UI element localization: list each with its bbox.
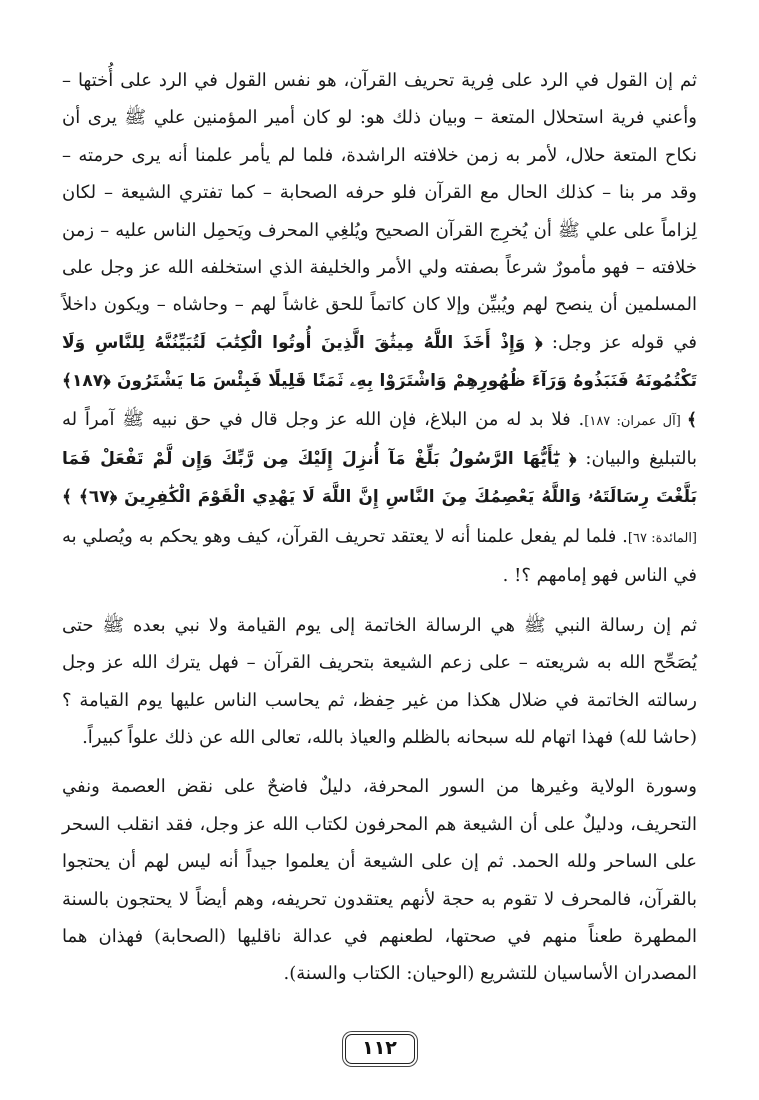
paragraph-gap bbox=[62, 756, 697, 768]
quran-verse-al-imran-187: ﴿ وَإِذْ أَخَذَ اللَّهُ مِيثَٰقَ الَّذِينَ أُوتُوا الْكِتَٰبَ لَتُبَيِّنُنَّهُ لِلنَّاسِ وَلَا تَكْتُمُونَهُ فَنَبَذُوهُ وَرَآءَ ظُهُورِهِمْ وَاشْتَرَوْا بِهِۦ ثَمَنًا قَلِيلًا فَبِئْسَ مَا يَشْتَرُونَ ﴿١٨٧﴾ ﴾ bbox=[62, 332, 697, 430]
paragraph-1-text-a: ثم إن القول في الرد على فِرية تحريف القرآن، هو نفس القول في الرد على أُختها – وأعني فرية استحلال المتعة – وبيان ذلك هو: لو كان أمير المؤمنين علي ﷺ يرى أن نكاح المتعة حلال، لأمر به زمن خلافته الراشدة، فلما لم يأمر علمنا أنه يرى حرمته – وقد مر بنا – كذلك الحال مع القرآن فلو حرفه الصحابة – كما تفتري الشيعة – لكان لِزاماً على علي ﷺ أن يُخرِج القرآن الصحيح ويُلغِي المحرف ويَحمِل الناس عليه – زمن خلافته – فهو مأمورٌ شرعاً بصفته ولي الأمر والخليفة الذي استخلفه الله عز وجل على المسلمين أن ينصح لهم ويُبيِّن وإلا كان كاتماً للحق غاشاً لهم – وحاشاه – ويكون داخلاً في قوله عز وجل: bbox=[62, 70, 697, 353]
paragraph-2: ثم إن رسالة النبي ﷺ هي الرسالة الخاتمة إلى يوم القيامة ولا نبي بعده ﷺ حتى يُصَحِّح الله به شريعته – على زعم الشيعة بتحريف القرآن – فهل يترك الله عز وجل رسالته الخاتمة في ضلال هكذا من غير حِفظ، ثم يحاسب الناس عليها يوم القيامة ؟ (حاشا لله) فهذا اتهام لله سبحانه بالظلم والعياذ بالله، تعالى الله عن ذلك علواً كبيراً. bbox=[62, 614, 697, 748]
page-footer bbox=[0, 1034, 759, 1064]
verse-reference-al-imran: [آل عمران: ١٨٧] bbox=[584, 413, 688, 429]
paragraph-gap bbox=[62, 595, 697, 607]
page-number-badge: ١١٢ bbox=[345, 1034, 415, 1064]
quran-verse-al-maidah-67: ﴿ يَٰٓأَيُّهَا الرَّسُولُ بَلِّغْ مَآ أُنزِلَ إِلَيْكَ مِن رَّبِّكَ وَإِن لَّمْ تَفْعَلْ فَمَا بَلَّغْتَ رِسَالَتَهُۥ وَاللَّهُ يَعْصِمُكَ مِنَ النَّاسِ إِنَّ اللَّهَ لَا يَهْدِي الْقَوْمَ الْكَٰفِرِينَ ﴿٦٧﴾ ﴾ bbox=[62, 449, 697, 508]
paragraph-1-text-c: . فلما لم يفعل علمنا أنه لا يعتقد تحريف القرآن، كيف وهو يحكم به ويُصلي به في الناس فهو إمامهم ؟! . bbox=[62, 525, 697, 587]
paragraph-1 bbox=[62, 62, 697, 595]
verse-reference-al-maidah: [المائدة: ٦٧] bbox=[627, 530, 697, 546]
page-body bbox=[62, 62, 697, 993]
paragraph-3: وسورة الولاية وغيرها من السور المحرفة، دليلٌ فاضحٌ على نقض العصمة ونفي التحريف، ودليلٌ على أن الشيعة هم المحرفون لكتاب الله عز وجل، فقد انقلب السحر على الساحر ولله الحمد. ثم إن على الشيعة أن يعلموا جيداً أنه ليس لهم أن يحتجوا بالقرآن، فالمحرف لا تقوم به حجة لأنهم يعتقدون تحريفه، وهم أيضاً لا يحتجون بالسنة المطهرة طعناً منهم في صحتها، لطعنهم في عدالة ناقليها (الصحابة) فهذان هما المصدران الأساسيان للتشريع (الوحيان: الكتاب والسنة). bbox=[62, 776, 697, 985]
paragraph-1-text-b: . فلا بد له من البلاغ، فإن الله عز وجل قال في حق نبيه ﷺ آمراً له بالتبليغ والبيان: bbox=[62, 408, 697, 470]
